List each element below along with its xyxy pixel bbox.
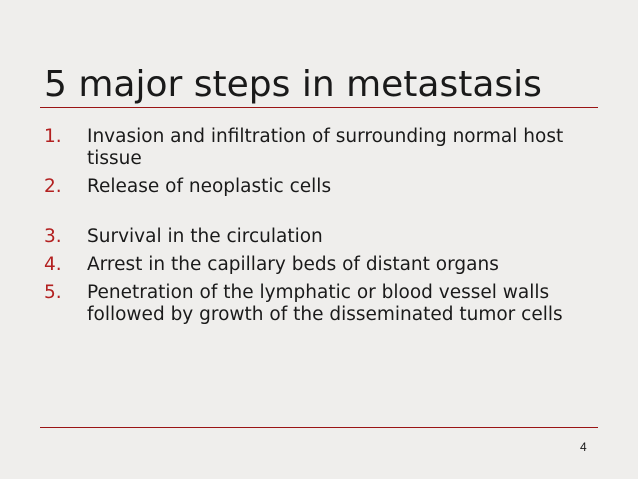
step-number: 2.: [44, 176, 62, 197]
step-text: Invasion and infiltration of surrounding normal host tissue: [87, 126, 564, 169]
title-divider: [40, 107, 598, 108]
step-number: 1.: [44, 126, 62, 147]
page-number: 4: [580, 440, 587, 454]
slide-title: 5 major steps in metastasis: [44, 64, 542, 105]
step-item: [44, 282, 604, 326]
step-item: [44, 254, 604, 276]
step-text: Release of neoplastic cells: [87, 176, 332, 197]
step-item: [44, 126, 604, 170]
step-item: [44, 226, 604, 248]
step-number: 4.: [44, 254, 62, 275]
step-item: [44, 176, 604, 198]
step-text: Arrest in the capillary beds of distant organs: [87, 254, 499, 275]
step-number: 5.: [44, 282, 62, 303]
step-text: Survival in the circulation: [87, 226, 323, 247]
step-number: 3.: [44, 226, 62, 247]
steps-list: [44, 126, 604, 332]
step-text: Penetration of the lymphatic or blood vessel walls followed by growth of the disseminated tumor cells: [87, 282, 563, 325]
footer-divider: [40, 427, 598, 428]
